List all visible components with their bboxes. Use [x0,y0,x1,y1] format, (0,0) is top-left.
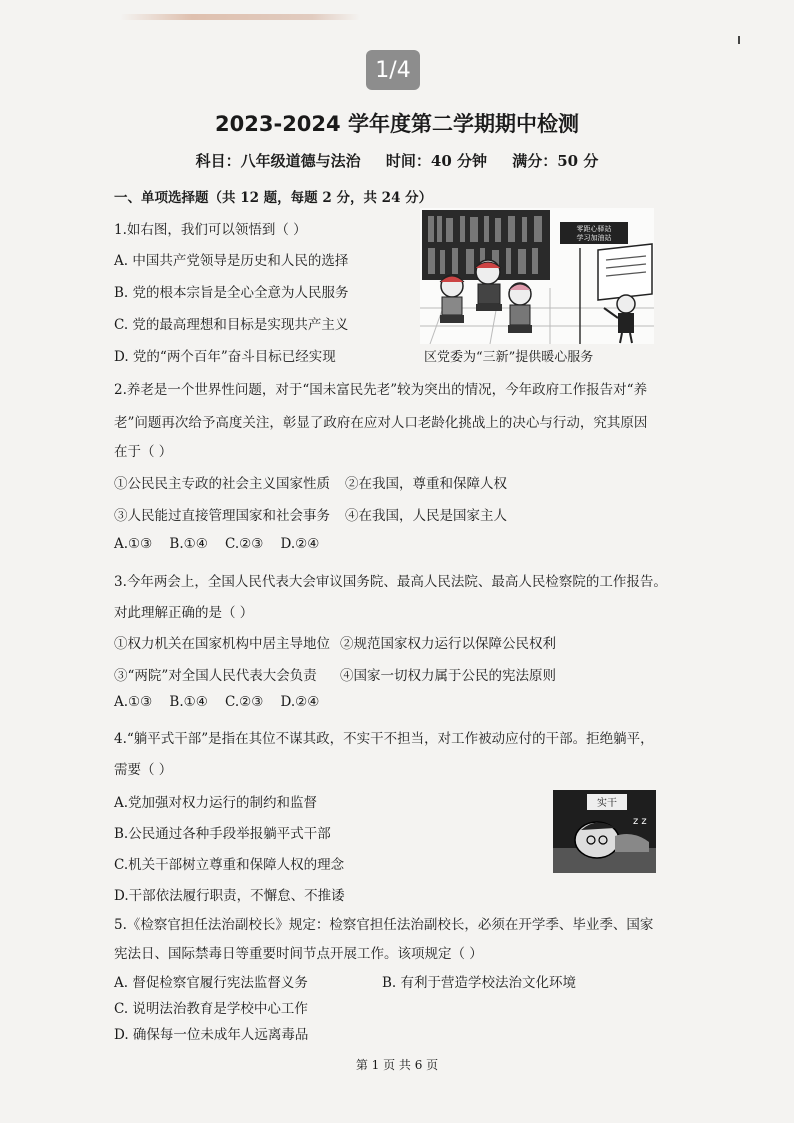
score-label: 满分：50 分 [512,152,599,170]
section-heading: 一、单项选择题（共 12 题，每题 2 分，共 24 分） [114,190,433,206]
q1-cartoon-image [420,208,654,344]
q4-sign-text: 实干 [597,798,617,809]
q3-statement-4: ④国家一切权力属于公民的宪法原则 [340,668,556,684]
svg-text:学习加油站: 学习加油站 [576,234,612,242]
time-label: 时间：40 分钟 [385,152,487,170]
q4-cartoon-image [553,790,656,873]
q3-answer-choices: A.①③ B.①④ C.②③ D.②④ [114,694,320,710]
q4-option-d: D.干部依法履行职责，不懈怠、不推诿 [114,888,345,904]
q2-stem-line1: 2.养老是一个世界性问题，对于“国未富民先老”较为突出的情况，今年政府工作报告对“养 [114,382,648,398]
q2-statement-1: ①公民民主专政的社会主义国家性质 [114,476,330,492]
q2-answer-choices: A.①③ B.①④ C.②③ D.②④ [114,536,320,552]
subject-label: 科目：八年级道德与法治 [195,152,361,170]
q1-stem: 1.如右图，我们可以领悟到（ ） [114,222,307,238]
q1-option-d: D. 党的“两个百年”奋斗目标已经实现 [114,349,336,365]
q5-option-a: A. 督促检察官履行宪法监督义务 [114,975,308,991]
q5-stem-line1: 5.《检察官担任法治副校长》规定：检察官担任法治副校长，必须在开学季、毕业季、国家 [114,917,654,933]
svg-text:z z: z z [633,816,647,827]
q4-option-a: A.党加强对权力运行的制约和监督 [114,795,318,811]
q4-option-b: B.公民通过各种手段举报躺平式干部 [114,826,331,842]
q3-stem-line1: 3.今年两会上，全国人民代表大会审议国务院、最高人民法院、最高人民检察院的工作报告。 [114,574,667,590]
q2-stem-line2: 老”问题再次给予高度关注，彰显了政府在应对人口老龄化挑战上的决心与行动，究其原因 [114,415,648,431]
q5-option-b: B. 有利于营造学校法治文化环境 [382,975,577,991]
q1-option-c: C. 党的最高理想和目标是实现共产主义 [114,317,349,333]
q3-statement-3: ③“两院”对全国人民代表大会负责 [114,668,317,684]
q5-option-c: C. 说明法治教育是学校中心工作 [114,1001,308,1017]
q1-image-caption: 区党委为“三新”提供暖心服务 [424,350,594,365]
scan-smudge [120,14,360,20]
q2-statement-4: ④在我国，人民是国家主人 [345,508,507,524]
scan-mark [738,36,740,44]
q3-stem-line2: 对此理解正确的是（ ） [114,605,254,621]
q4-option-c: C.机关干部树立尊重和保障人权的理念 [114,857,345,873]
q3-statement-2: ②规范国家权力运行以保障公民权利 [340,636,556,652]
q3-statement-1: ①权力机关在国家机构中居主导地位 [114,636,330,652]
svg-text:零距心驿站: 零距心驿站 [576,225,612,233]
q1-option-b: B. 党的根本宗旨是全心全意为人民服务 [114,285,349,301]
q5-stem-line2: 宪法日、国际禁毒日等重要时间节点开展工作。该项规定（ ） [114,946,483,962]
q5-option-d: D. 确保每一位未成年人远离毒品 [114,1027,309,1043]
q1-option-a: A. 中国共产党领导是历史和人民的选择 [114,253,349,269]
page-footer: 第 1 页 共 6 页 [355,1058,439,1072]
q2-statement-3: ③人民能过直接管理国家和社会事务 [114,508,330,524]
q4-stem-line1: 4.“躺平式干部”是指在其位不谋其政，不实干不担当，对工作被动应付的干部。拒绝躺平， [114,731,654,747]
exam-title: 2023-2024 学年度第二学期期中检测 [215,112,579,136]
page-indicator-badge: 1/4 [366,50,420,90]
exam-info [0,150,794,171]
q2-stem-line3: 在于（ ） [114,444,173,460]
q2-statement-2: ②在我国，尊重和保障人权 [345,476,507,492]
q4-stem-line2: 需要（ ） [114,762,173,778]
